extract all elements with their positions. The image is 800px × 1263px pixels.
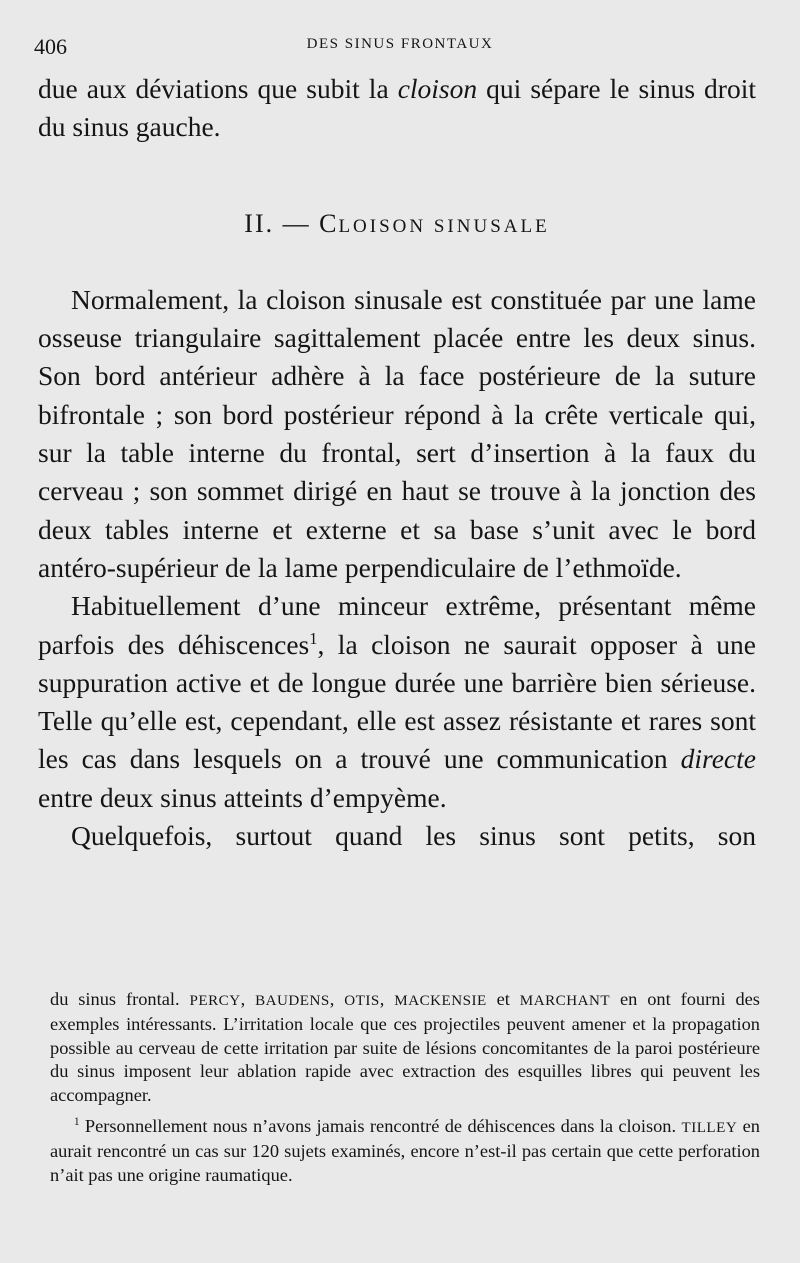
note-text: du sinus frontal.	[50, 989, 190, 1009]
paragraph-2-text-b: , la cloison ne saurait opposer à une suppuration active et de longue durée une barrière bien sérieuse. Telle qu’elle est, cependant, elle est assez résistante et rares sont les cas dans lesquels on a trouvé une communication	[38, 628, 756, 775]
footnotes	[50, 988, 760, 1187]
italic-directe: directe	[680, 743, 756, 775]
continuation-text-2: qui sépare le sinus droit du sinus gauche.	[38, 73, 757, 143]
footnote-reference: 1	[309, 628, 318, 648]
author-baudens: BAUDENS	[255, 993, 330, 1009]
paragraph-3: Quelquefois, surtout quand les sinus sont petits, son	[71, 820, 756, 852]
author-mackensie: MACKENSIE	[394, 993, 487, 1009]
separator: ,	[329, 989, 345, 1009]
paragraph-2-text-a: Habituellement d’une minceur extrême, présentant même parfois des déhiscences	[38, 590, 756, 660]
paragraph-2	[38, 587, 756, 817]
author-percy: PERCY	[189, 993, 241, 1009]
note-text: en ont fourni des exemples intéressants. L’irritation locale que ces projectiles peuvent amener et la propagation possible au cerveau de cette irritation par suite de lésions concomitantes de la paroi postérieure du sinus imposent leur ablation rapide avec extraction des esquilles libres qui peuvent les accompagner.	[50, 989, 760, 1105]
separator: et	[486, 989, 520, 1009]
page-header	[34, 34, 766, 58]
footnote-marker: 1	[74, 1115, 80, 1128]
footnote-text-a: Personnellement nous n’avons jamais rencontré de déhiscences dans la cloison.	[79, 1116, 682, 1137]
footnote-1	[50, 1115, 760, 1187]
separator: ,	[379, 989, 395, 1009]
separator: ,	[240, 989, 256, 1009]
author-tilley: TILLEY	[681, 1120, 738, 1137]
page-number: 406	[34, 34, 67, 59]
section-title-rest: LOISON SINUSALE	[338, 215, 550, 237]
footnote-continuation	[50, 988, 760, 1107]
paragraph-2-text-c: entre deux sinus atteints d’empyème.	[38, 781, 447, 813]
main-text	[38, 70, 756, 855]
section-title-initial: C	[319, 208, 339, 238]
footnote-text-b: en aurait rencontré un cas sur 120 sujets examinés, encore n’est-il pas certain que cette perforation n’ait pas une origine raumatique.	[50, 1116, 760, 1185]
paragraph-1: Normalement, la cloison sinusale est constituée par une lame osseuse triangulaire sagittalement placée entre les deux sinus. Son bord antérieur adhère à la face postérieure de la suture bifrontale ; son bord postérieur répond à la crête verticale qui, sur la table interne du frontal, sert d’insertion à la faux du cerveau ; son sommet dirigé en haut se trouve à la jonction des deux tables interne et externe et sa base s’unit avec le bord antéro-supérieur de la lame perpendiculaire de l’ethmoïde.	[38, 283, 756, 583]
running-title: DES SINUS FRONTAUX	[306, 36, 494, 52]
italic-cloison: cloison	[397, 73, 478, 104]
continuation-text-1: due aux déviations que subit la	[38, 73, 398, 104]
author-marchant: MARCHANT	[519, 993, 611, 1009]
author-otis: OTIS	[344, 993, 380, 1009]
section-heading	[38, 205, 756, 246]
continuation-paragraph	[38, 70, 756, 147]
section-numeral: II. —	[244, 208, 320, 238]
